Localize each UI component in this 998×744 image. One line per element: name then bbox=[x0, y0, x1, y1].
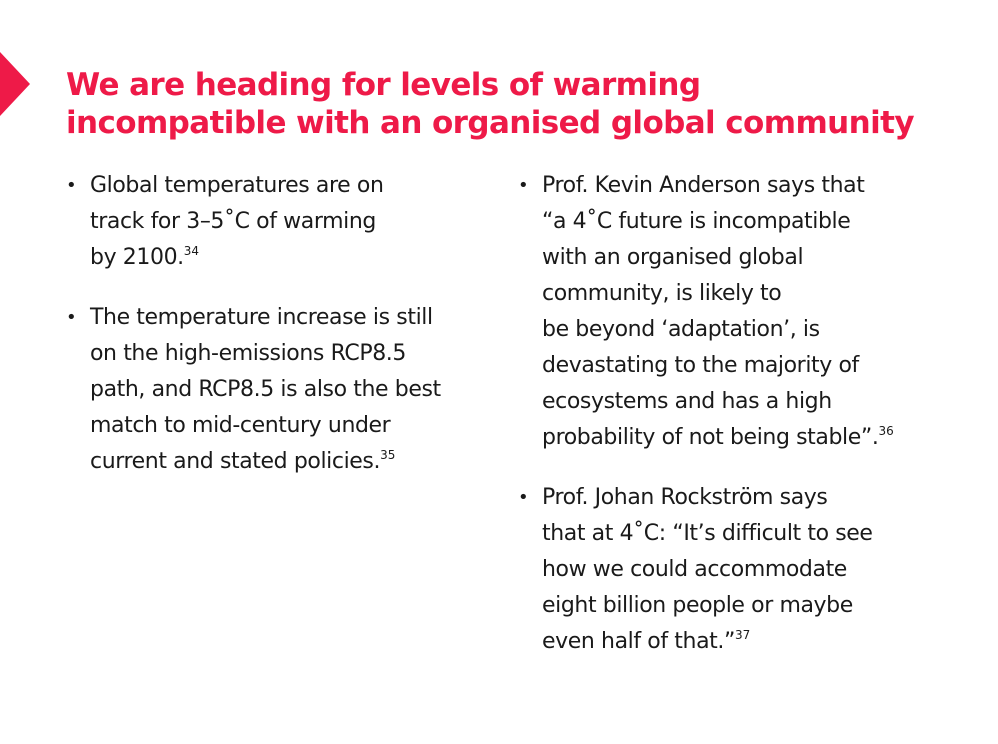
bullet-text-line: track for 3–5˚C of warming bbox=[90, 209, 376, 234]
bullet-text-line: “a 4˚C future is incompatible bbox=[542, 209, 851, 234]
footnote-reference: 34 bbox=[183, 244, 200, 258]
bullet-text-line: be beyond ‘adaptation’, is bbox=[542, 317, 820, 342]
bullet-text-line: The temperature increase is still bbox=[90, 305, 433, 330]
bullet-text-line: ecosystems and has a high bbox=[542, 389, 832, 414]
bullet-item-temperatures bbox=[66, 168, 486, 276]
footnote-reference: 36 bbox=[878, 424, 894, 438]
bullet-dot-icon: • bbox=[518, 175, 529, 196]
left-bullet-list bbox=[66, 168, 486, 504]
bullet-text-line bbox=[90, 444, 486, 480]
bullet-text-line bbox=[90, 240, 486, 276]
bullet-dot-icon: • bbox=[66, 175, 77, 196]
bullet-text-line bbox=[542, 624, 938, 660]
bullet-item-anderson-quote bbox=[518, 168, 938, 456]
bullet-dot-icon: • bbox=[518, 487, 529, 508]
bullet-text-line: eight billion people or maybe bbox=[542, 593, 853, 618]
bullet-text-fragment: by 2100. bbox=[90, 245, 184, 270]
title-line-2: incompatible with an organised global community bbox=[66, 105, 914, 141]
title-line-1: We are heading for levels of warming bbox=[66, 67, 701, 103]
bullet-text-line: that at 4˚C: “It’s difficult to see bbox=[542, 521, 873, 546]
bullet-text-line: Prof. Johan Rockström says bbox=[542, 485, 828, 510]
bullet-text-line: on the high-emissions RCP8.5 bbox=[90, 341, 406, 366]
page-title bbox=[66, 66, 966, 142]
slide-marker-triangle bbox=[0, 52, 30, 116]
bullet-item-rockstrom-quote bbox=[518, 480, 938, 660]
footnote-reference: 35 bbox=[380, 448, 396, 462]
bullet-text-line: with an organised global bbox=[542, 245, 804, 270]
bullet-text-line: how we could accommodate bbox=[542, 557, 847, 582]
bullet-text-line: match to mid-century under bbox=[90, 413, 391, 438]
bullet-text-line: devastating to the majority of bbox=[542, 353, 859, 378]
bullet-text-line: Prof. Kevin Anderson says that bbox=[542, 173, 865, 198]
bullet-text-fragment: current and stated policies. bbox=[90, 449, 381, 474]
bullet-text-line bbox=[542, 420, 938, 456]
bullet-text-fragment: even half of that.” bbox=[542, 629, 735, 654]
bullet-text-fragment: probability of not being stable”. bbox=[542, 425, 879, 450]
bullet-item-rcp85 bbox=[66, 300, 486, 480]
bullet-text-line: Global temperatures are on bbox=[90, 173, 384, 198]
right-bullet-list bbox=[518, 168, 938, 684]
bullet-text-line: community, is likely to bbox=[542, 281, 782, 306]
bullet-dot-icon: • bbox=[66, 307, 77, 328]
footnote-reference: 37 bbox=[734, 628, 751, 642]
bullet-text-line: path, and RCP8.5 is also the best bbox=[90, 377, 441, 402]
